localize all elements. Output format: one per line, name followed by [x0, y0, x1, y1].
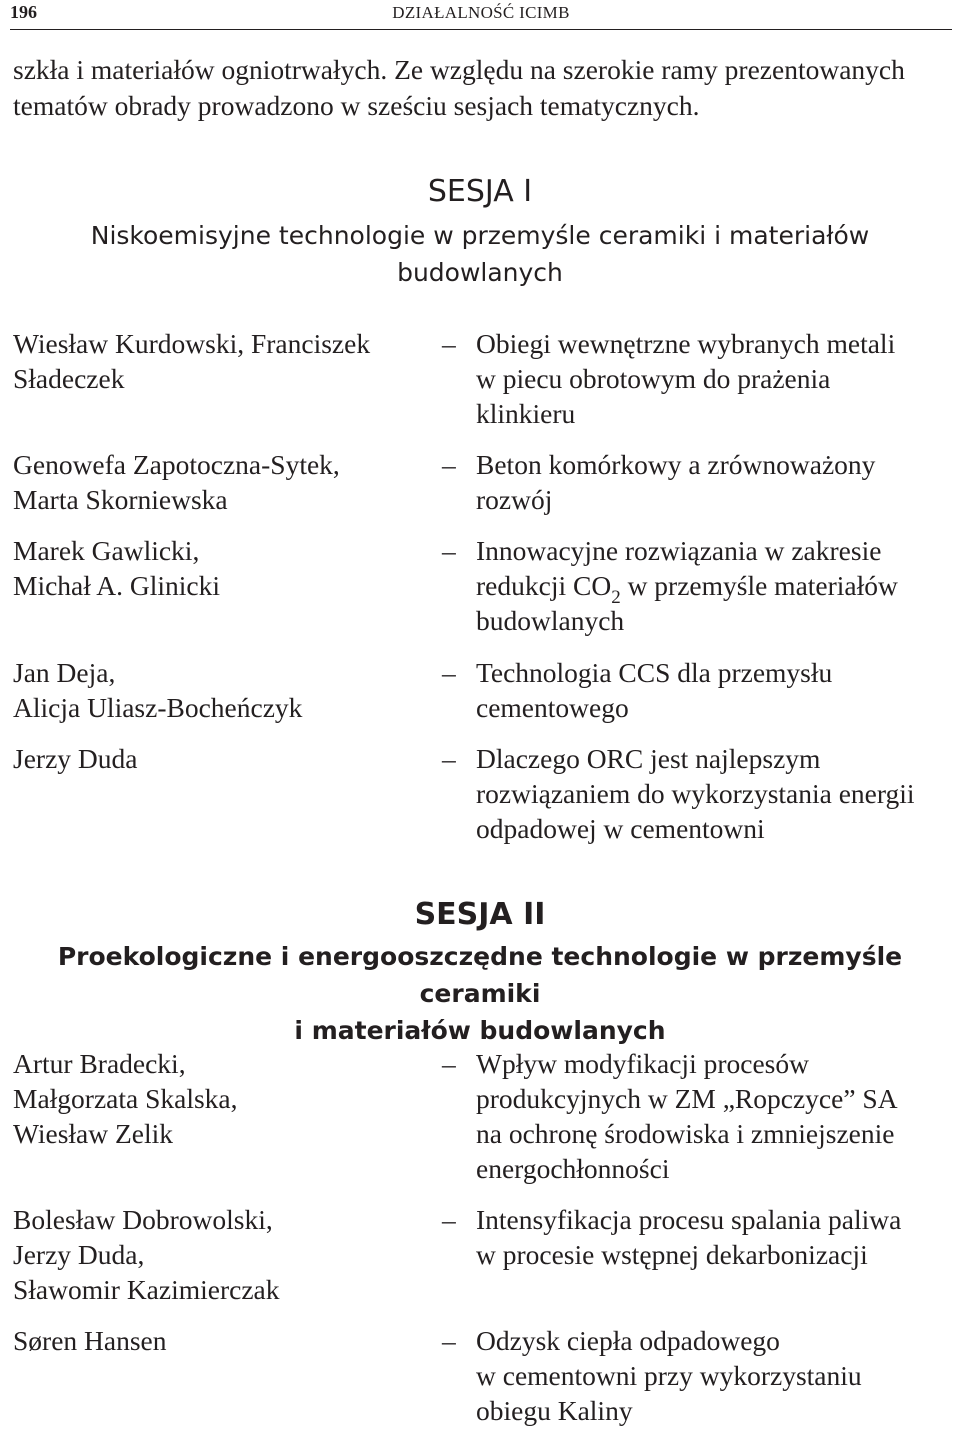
dash-bullet: – [442, 449, 456, 480]
dash-bullet: – [442, 535, 456, 566]
session-2-title-line-2: i materiałów budowlanych [294, 1016, 666, 1045]
intro-text: szkła i materiałów ogniotrwałych. Ze względu na szerokie ramy prezentowanych tematów obrady prowadzono w sześciu sesjach tematycznych. [13, 54, 905, 121]
talk-title: Wpływ modyfikacji procesów produkcyjnych w ZM „Ropczyce” SA na ochronę środowiska i zmniejszenie energochłonności [476, 1048, 898, 1184]
talk-title-block [442, 447, 957, 517]
talk-authors: Wiesław Kurdowski, Franciszek Sładeczek [13, 328, 371, 394]
session-2-heading [0, 895, 960, 1049]
subscript-2: 2 [611, 587, 621, 608]
talk-title-block [442, 326, 957, 431]
talk-title-block [442, 1046, 957, 1186]
talk-authors: Søren Hansen [13, 1325, 167, 1356]
talk-title: Technologia CCS dla przemysłu cementowego [476, 657, 833, 723]
talk-title [476, 533, 957, 638]
talk-title: Dlaczego ORC jest najlepszym rozwiązaniem do wykorzystania energii odpadowej w cementowni [476, 743, 915, 844]
session-1-label: SESJA I [427, 174, 533, 209]
talk-title-line: budowlanych [476, 605, 625, 636]
talk-title-block [442, 741, 957, 846]
talk-authors: Jerzy Duda [13, 743, 138, 774]
session-1-title-line-1: Niskoemisyjne technologie w przemyśle ceramiki i materiałów [90, 221, 870, 250]
talk-title-text: redukcji CO [476, 570, 612, 601]
dash-bullet: – [442, 1048, 456, 1079]
dash-bullet: – [442, 657, 456, 688]
dash-bullet: – [442, 1325, 456, 1356]
talk-authors: Bolesław Dobrowolski, Jerzy Duda, Sławomir Kazimierczak [13, 1204, 280, 1305]
talk-title: Beton komórkowy a zrównoważony rozwój [476, 449, 876, 515]
session-1-title-line-2: budowlanych [397, 258, 563, 287]
talk-title: Odzysk ciepła odpadowego w cementowni przy wykorzystaniu obiegu Kaliny [476, 1325, 862, 1426]
running-head: DZIAŁALNOŚĆ ICIMB [392, 3, 570, 22]
intro-paragraph [13, 52, 948, 124]
dash-bullet: – [442, 1204, 456, 1235]
talk-title-block [442, 1323, 957, 1428]
dash-bullet: – [442, 743, 456, 774]
talk-authors: Jan Deja, Alicja Uliasz-Bocheńczyk [13, 657, 303, 723]
talk-authors: Artur Bradecki, Małgorzata Skalska, Wiesław Zelik [13, 1048, 238, 1149]
session-1-heading [0, 172, 960, 291]
talk-title: Intensyfikacja procesu spalania paliwa w procesie wstępnej dekarbonizacji [476, 1204, 902, 1270]
talk-authors: Genowefa Zapotoczna-Sytek, Marta Skorniewska [13, 449, 340, 515]
page-header [10, 0, 952, 30]
talk-title-block [442, 655, 957, 725]
page-number: 196 [10, 2, 37, 22]
talk-authors: Marek Gawlicki, Michał A. Glinicki [13, 535, 220, 601]
talk-title-line: Innowacyjne rozwiązania w zakresie [476, 535, 882, 566]
dash-bullet: – [442, 328, 456, 359]
session-2-label: SESJA II [414, 897, 546, 932]
talk-title-block [442, 533, 957, 638]
talk-title: Obiegi wewnętrzne wybranych metali w piecu obrotowym do prażenia klinkieru [476, 328, 896, 429]
talk-title-line-co2 [476, 570, 898, 608]
talk-title-text: w przemyśle materiałów [620, 570, 898, 601]
session-2-title-line-1: Proekologiczne i energooszczędne technologie w przemyśle ceramiki [57, 942, 903, 1008]
talk-title-block [442, 1202, 957, 1272]
